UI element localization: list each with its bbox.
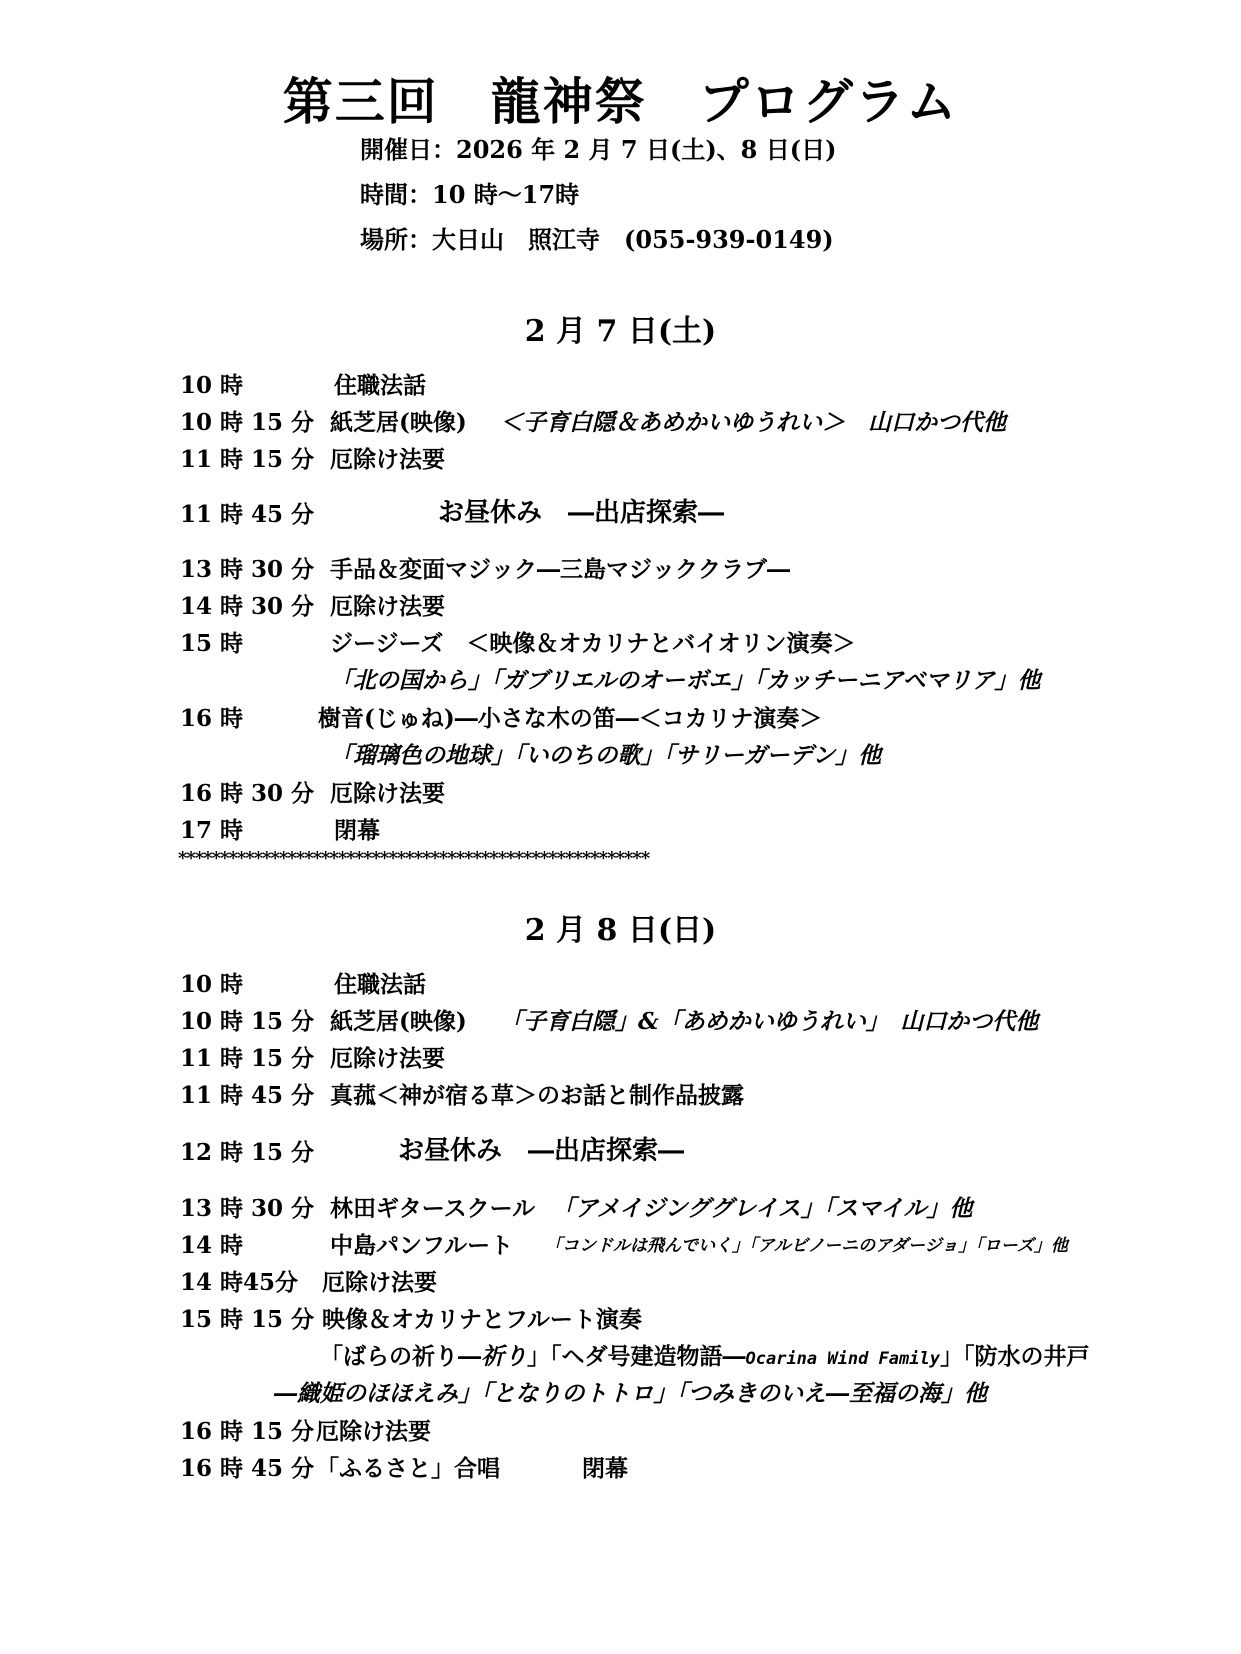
day2-event-3: 厄除け法要 bbox=[330, 1045, 445, 1072]
day1-lunch-break: お昼休み ―出店探索― bbox=[438, 498, 725, 528]
day2-detail-9-a: 「ばらの祈り― bbox=[320, 1343, 481, 1370]
day1-time-8: 16 時 bbox=[180, 705, 244, 732]
event-place: 場所：大日山 照江寺 (055-939-0149) bbox=[360, 225, 834, 254]
day2-time-1: 10 時 bbox=[180, 971, 244, 998]
day2-time-4: 11 時 45 分 bbox=[180, 1082, 315, 1109]
day1-event-5: 手品＆変面マジック―三島マジッククラブ― bbox=[330, 556, 790, 583]
day1-time-4: 11 時 45 分 bbox=[180, 501, 315, 528]
day1-time-6: 14 時 30 分 bbox=[180, 593, 315, 620]
day2-detail-9-d: Ocarina Wind Family bbox=[745, 1349, 940, 1369]
day2-time-7: 14 時 bbox=[180, 1232, 244, 1259]
event-hours: 時間：10 時～17時 bbox=[360, 180, 580, 209]
day2-time-11: 16 時 45 分 bbox=[180, 1455, 315, 1482]
section-divider: ******************************************************** bbox=[178, 848, 650, 869]
day2-time-10: 16 時 15 分 bbox=[180, 1418, 315, 1445]
day2-detail-7: 「コンドルは飛んでいく」「アルビノーニのアダージョ」「ローズ」他 bbox=[545, 1236, 1068, 1256]
day1-time-10: 17 時 bbox=[180, 817, 244, 844]
day1-detail-2: ＜子育白隠＆あめかいゆうれい＞ 山口かつ代他 bbox=[500, 409, 1006, 436]
day2-event-9: 映像＆オカリナとフルート演奏 bbox=[322, 1306, 642, 1333]
day2-time-5: 12 時 15 分 bbox=[180, 1139, 315, 1166]
day1-time-3: 11 時 15 分 bbox=[180, 446, 315, 473]
day2-detail-2: 「子育白隠」&「あめかいゆうれい」 山口かつ代他 bbox=[500, 1008, 1039, 1035]
day2-time-8: 14 時45分 bbox=[180, 1269, 299, 1296]
day2-lunch-break: お昼休み ―出店探索― bbox=[398, 1136, 685, 1166]
day1-event-6: 厄除け法要 bbox=[330, 593, 445, 620]
day2-event-1: 住職法話 bbox=[334, 971, 426, 998]
day2-detail-6: 「アメイジンググレイス」「スマイル」他 bbox=[552, 1195, 973, 1222]
day1-time-7: 15 時 bbox=[180, 630, 244, 657]
day2-event-10: 厄除け法要 bbox=[316, 1418, 431, 1445]
day1-time-1: 10 時 bbox=[180, 372, 244, 399]
day2-time-9: 15 時 15 分 bbox=[180, 1306, 315, 1333]
day2-time-2: 10 時 15 分 bbox=[180, 1008, 315, 1035]
day1-event-2: 紙芝居(映像) bbox=[330, 409, 467, 436]
day1-time-2: 10 時 15 分 bbox=[180, 409, 315, 436]
day1-event-8: 樹音(じゅね)―小さな木の笛―＜コカリナ演奏＞ bbox=[318, 705, 823, 732]
day1-event-1: 住職法話 bbox=[334, 372, 426, 399]
day2-time-6: 13 時 30 分 bbox=[180, 1195, 315, 1222]
day2-detail-9-e: 」「防水の井戸 bbox=[939, 1343, 1090, 1370]
day1-time-9: 16 時 30 分 bbox=[180, 780, 315, 807]
day2-detail-9-c: 」「ヘダ号建造物語― bbox=[527, 1343, 746, 1370]
day2-heading: 2 月 8 日(日) bbox=[524, 913, 717, 948]
day1-event-10: 閉幕 bbox=[334, 817, 380, 844]
day1-heading: 2 月 7 日(土) bbox=[524, 314, 717, 349]
day1-event-9: 厄除け法要 bbox=[330, 780, 445, 807]
day2-event-6: 林田ギタースクール bbox=[330, 1195, 536, 1222]
day2-time-3: 11 時 15 分 bbox=[180, 1045, 315, 1072]
day2-event-7: 中島パンフルート bbox=[330, 1232, 514, 1259]
day1-event-3: 厄除け法要 bbox=[330, 446, 445, 473]
day1-event-7: ジージーズ ＜映像＆オカリナとバイオリン演奏＞ bbox=[330, 630, 856, 657]
day2-event-11: 「ふるさと」合唱 bbox=[316, 1455, 500, 1482]
day2-detail-9 bbox=[320, 1338, 1089, 1371]
day2-event-8: 厄除け法要 bbox=[322, 1269, 437, 1296]
event-date: 開催日：2026 年 2 月 7 日(土)、8 日(日) bbox=[360, 135, 837, 164]
day2-closing: 閉幕 bbox=[582, 1455, 628, 1482]
day1-time-5: 13 時 30 分 bbox=[180, 556, 315, 583]
day2-event-4: 真菰＜神が宿る草＞のお話と制作品披露 bbox=[330, 1082, 744, 1109]
day2-detail-9-line2: ―織姫のほほえみ」「となりのトトロ」「つみきのいえ―至福の海」他 bbox=[274, 1380, 987, 1407]
day2-event-2: 紙芝居(映像) bbox=[330, 1008, 467, 1035]
day1-detail-7: 「北の国から」「ガブリエルのオーボエ」「カッチーニアベマリア」他 bbox=[330, 667, 1041, 694]
day1-detail-8: 「瑠璃色の地球」「いのちの歌」「サリーガーデン」他 bbox=[330, 742, 882, 769]
day2-detail-9-b: 祈り bbox=[481, 1343, 527, 1370]
page-title: 第三回 龍神祭 プログラム bbox=[282, 72, 959, 131]
